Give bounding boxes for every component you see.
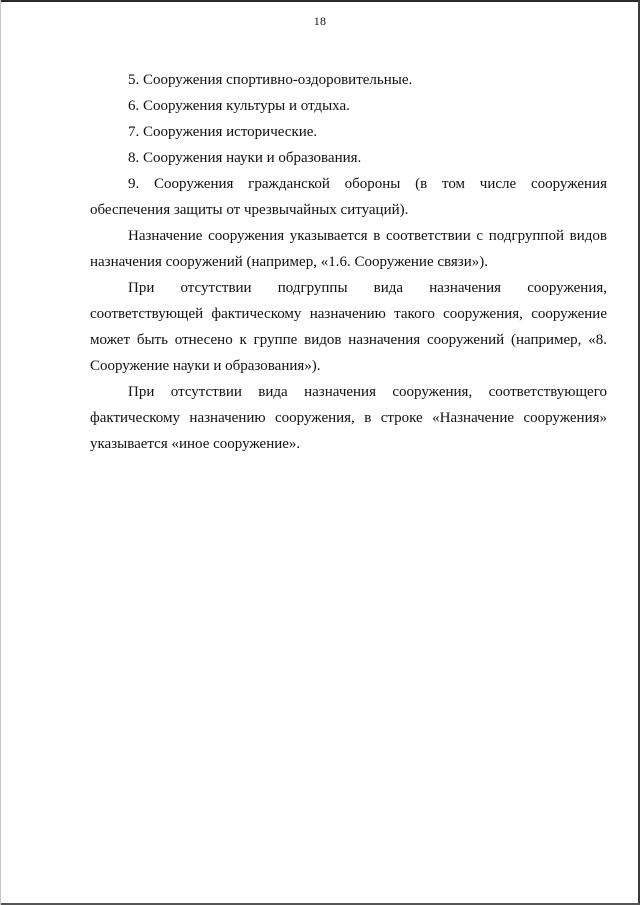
list-item: 7. Сооружения исторические. xyxy=(128,124,318,140)
paragraph-missing-type: При отсутствии вида назначения сооружения, соответствующего фактическому назначению сооружения, в строке «Назначение сооружения» указывается «иное сооружение». xyxy=(90,384,607,452)
list-item: 8. Сооружения науки и образования. xyxy=(128,150,362,166)
list-item: 6. Сооружения культуры и отдыха. xyxy=(128,98,350,114)
scan-border-top xyxy=(0,0,640,2)
paragraph-purpose-subgroup: Назначение сооружения указывается в соответствии с подгруппой видов назначения сооружений (например, «1.6. Сооружение связи»). xyxy=(90,228,607,270)
paragraph-missing-subgroup: При отсутствии подгруппы вида назначения сооружения, соответствующей фактическому назначению такого сооружения, сооружение может быть отнесено к группе видов назначения сооружений (например, «8. Сооружение науки и образования»). xyxy=(90,280,607,374)
document-body xyxy=(90,67,607,457)
page-number: 18 xyxy=(313,14,327,28)
list-item: 5. Сооружения спортивно-оздоровительные. xyxy=(128,72,413,88)
paragraph-civil-defense: 9. Сооружения гражданской обороны (в том числе сооружения обеспечения защиты от чрезвычайных ситуаций). xyxy=(90,176,607,218)
scan-border-left xyxy=(0,0,1,905)
